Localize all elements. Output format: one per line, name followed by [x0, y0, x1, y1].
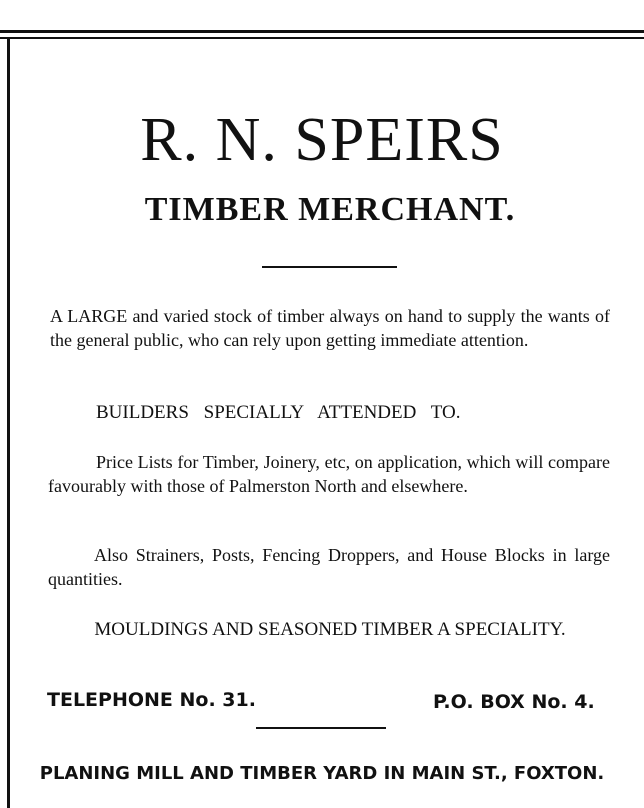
po-box-number: P.O. BOX No. 4.: [433, 691, 595, 713]
divider-rule: [262, 266, 397, 268]
footer-address: PLANING MILL AND TIMBER YARD IN MAIN ST., FOXTON.: [39, 763, 605, 784]
intro-paragraph: A LARGE and varied stock of timber always on hand to supply the wants of the general public, who can rely upon getting immediate attention.: [50, 306, 610, 350]
mouldings-line: MOULDINGS AND SEASONED TIMBER A SPECIALITY.: [94, 619, 566, 640]
strainers-paragraph: Also Strainers, Posts, Fencing Droppers, and House Blocks in large quantities.: [48, 545, 610, 589]
builders-line: BUILDERS SPECIALLY ATTENDED TO.: [96, 402, 461, 423]
price-lists-paragraph: Price Lists for Timber, Joinery, etc, on application, which will compare favourably with those of Palmerston North and elsewhere.: [48, 452, 610, 496]
divider-rule-bottom: [256, 727, 386, 729]
telephone-number: TELEPHONE No. 31.: [47, 689, 256, 711]
top-border-rule: [0, 30, 644, 33]
advert-title: R. N. SPEIRS: [140, 106, 504, 174]
top-border-rule-inner: [0, 37, 644, 39]
advert-subtitle: TIMBER MERCHANT.: [144, 191, 516, 228]
